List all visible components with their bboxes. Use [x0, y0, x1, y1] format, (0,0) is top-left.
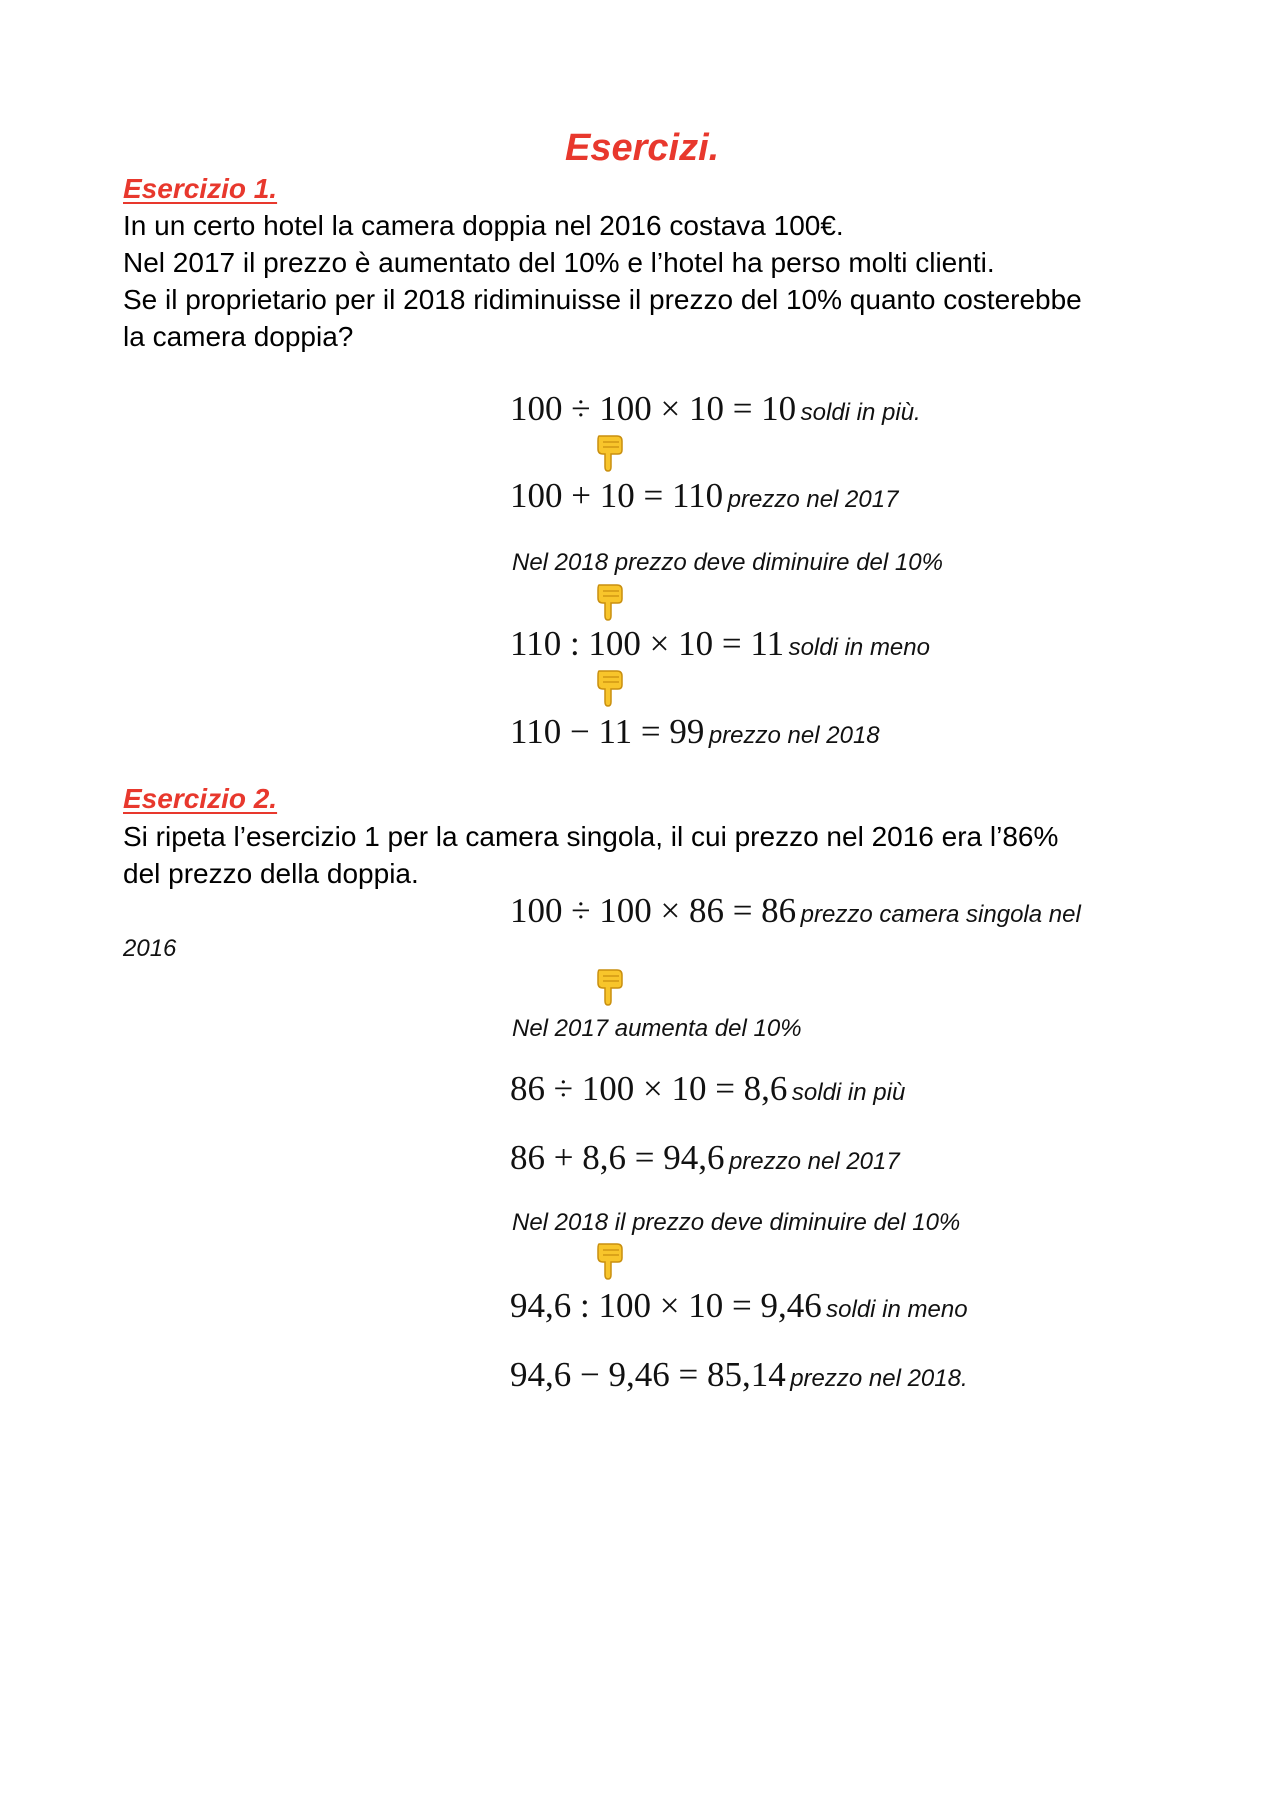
exercise-2-heading: Esercizio 2.: [123, 783, 278, 814]
equation: 86 ÷ 100 × 10 = 8,6: [510, 1069, 788, 1108]
exercise-1-caption: Nel 2018 prezzo deve diminuire del 10%: [512, 549, 943, 576]
equation-note: soldi in più: [791, 1079, 906, 1106]
equation-note-wrap: 2016: [123, 935, 177, 962]
page-title: Esercizi.: [565, 127, 720, 169]
equation-note: prezzo nel 2018: [708, 722, 880, 749]
pointing-down-hand-icon: [591, 1240, 625, 1280]
exercise-2-text-line: Si ripeta l’esercizio 1 per la camera singola, il cui prezzo nel 2016 era l’86%: [123, 821, 1059, 852]
exercise-1-step-4: [510, 714, 880, 749]
equation: 94,6 : 100 × 10 = 9,46: [510, 1286, 822, 1325]
exercise-2-step-4: [510, 1288, 968, 1323]
exercise-1-text-line: In un certo hotel la camera doppia nel 2016 costava 100€.: [123, 210, 844, 241]
equation: 100 ÷ 100 × 10 = 10: [510, 389, 797, 428]
equation-note: soldi in meno: [826, 1296, 968, 1323]
exercise-2-caption: Nel 2018 il prezzo deve diminuire del 10%: [512, 1209, 961, 1236]
equation-note: soldi in più.: [800, 399, 921, 426]
pointing-down-hand-icon: [591, 581, 625, 621]
equation: 94,6 − 9,46 = 85,14: [510, 1355, 786, 1394]
exercise-2-caption: Nel 2017 aumenta del 10%: [512, 1015, 802, 1042]
equation-note: prezzo nel 2017: [727, 486, 899, 513]
exercise-1-heading: Esercizio 1.: [123, 173, 278, 204]
exercise-1-step-1: [510, 391, 921, 426]
exercise-2-step-1: [510, 893, 1081, 928]
equation-note: prezzo nel 2017: [728, 1148, 900, 1175]
exercise-2-step-3: [510, 1140, 900, 1175]
equation: 100 + 10 = 110: [510, 476, 724, 515]
exercise-1-step-3: [510, 626, 930, 661]
equation-note: prezzo camera singola nel: [800, 901, 1081, 928]
pointing-down-hand-icon: [591, 667, 625, 707]
exercise-1-step-2: [510, 478, 898, 513]
equation: 100 ÷ 100 × 86 = 86: [510, 891, 797, 930]
exercise-1-text-line: Nel 2017 il prezzo è aumentato del 10% e l’hotel ha perso molti clienti.: [123, 247, 995, 278]
exercise-1-text-line: la camera doppia?: [123, 321, 354, 352]
equation-note: soldi in meno: [788, 634, 930, 661]
equation: 86 + 8,6 = 94,6: [510, 1138, 725, 1177]
exercise-2-text-line: del prezzo della doppia.: [123, 858, 419, 889]
exercise-2-step-5: [510, 1357, 968, 1392]
exercise-1-text-line: Se il proprietario per il 2018 ridiminuisse il prezzo del 10% quanto costerebbe: [123, 284, 1082, 315]
exercise-2-step-2: [510, 1071, 905, 1106]
equation: 110 : 100 × 10 = 11: [510, 624, 785, 663]
pointing-down-hand-icon: [591, 966, 625, 1006]
equation-note: prezzo nel 2018.: [790, 1365, 968, 1392]
equation: 110 − 11 = 99: [510, 712, 705, 751]
pointing-down-hand-icon: [591, 432, 625, 472]
